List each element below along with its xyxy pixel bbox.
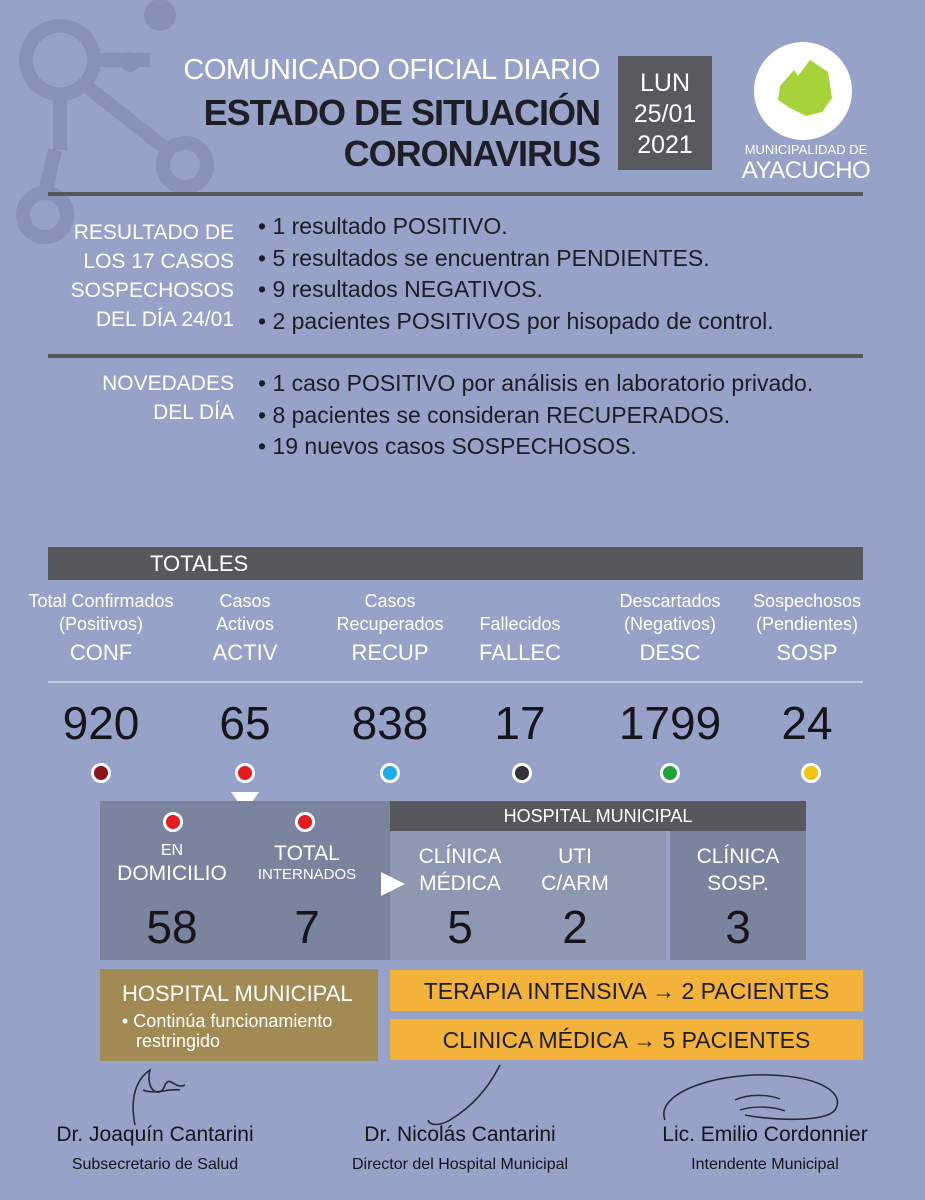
list-item: • 19 nuevos casos SOSPECHOSOS. xyxy=(258,431,878,463)
total-column-recup: Casos Recuperados RECUP xyxy=(336,591,444,665)
status-dot-recup xyxy=(380,763,400,783)
date-day: LUN xyxy=(639,69,690,97)
signature-name-3: Lic. Emilio Cordonnier xyxy=(662,1123,868,1146)
uti-label: UTI C/ARM xyxy=(541,845,609,895)
totals-columns xyxy=(0,590,925,790)
hospital-status-title: HOSPITAL MUNICIPAL xyxy=(122,981,353,1006)
domicilio-label: EN DOMICILIO xyxy=(117,842,227,885)
divider xyxy=(48,354,863,358)
total-column-conf: Total Confirmados (Positivos) CONF xyxy=(28,591,174,665)
results-list xyxy=(258,211,878,337)
list-item: • 5 resultados se encuentran PENDIENTES. xyxy=(258,243,878,275)
status-dot-activ xyxy=(235,763,255,783)
value-conf: 920 xyxy=(62,697,140,749)
map-shape-icon xyxy=(754,42,852,140)
status-dot-conf xyxy=(91,763,111,783)
total-column-fallec: Fallecidos FALLEC xyxy=(479,614,561,665)
news-list xyxy=(258,368,878,463)
signature-role-2: Director del Hospital Municipal xyxy=(351,1156,569,1173)
hospital-status-line1: • Continúa funcionamiento xyxy=(122,1011,333,1031)
right-arrow-icon xyxy=(379,870,407,898)
results-section-label: RESULTADO DE LOS 17 CASOS SOSPECHOSOS DEL DÍA 24/01 xyxy=(70,221,234,331)
clinica-medica-box: CLINICA MÉDICA → 5 PACIENTES xyxy=(390,1019,863,1060)
uti-value: 2 xyxy=(562,901,588,953)
hospital-status-line2: restringido xyxy=(136,1031,221,1051)
list-item: • 8 pacientes se consideran RECUPERADOS. xyxy=(258,400,878,432)
hospital-municipal-header: HOSPITAL MUNICIPAL xyxy=(390,801,806,831)
clinica-medica-value: 5 xyxy=(447,901,473,953)
value-desc: 1799 xyxy=(618,697,722,749)
list-item: • 1 resultado POSITIVO. xyxy=(258,211,878,243)
domicilio-value: 58 xyxy=(146,901,198,953)
header-title-line2: CORONAVIRUS xyxy=(343,133,600,174)
total-column-activ: Casos Activos ACTIV xyxy=(212,591,278,665)
status-dot-fallec xyxy=(512,763,532,783)
signature-role-3: Intendente Municipal xyxy=(691,1156,839,1173)
list-item: • 1 caso POSITIVO por análisis en laboratorio privado. xyxy=(258,368,878,400)
status-dot-internados xyxy=(295,812,315,832)
clinica-sosp-label: CLÍNICA SOSP. xyxy=(696,845,780,895)
status-dot-desc xyxy=(660,763,680,783)
logo-subtitle: MUNICIPALIDAD DE xyxy=(744,142,868,157)
clinica-medica-label: CLÍNICA MÉDICA xyxy=(418,845,502,895)
list-item: • 9 resultados NEGATIVOS. xyxy=(258,274,878,306)
signature-scribble-1 xyxy=(115,1060,195,1130)
value-recup: 838 xyxy=(351,697,429,749)
header-title-line1: ESTADO DE SITUACIÓN xyxy=(203,92,600,133)
total-column-desc: Descartados (Negativos) DESC xyxy=(619,591,721,665)
divider xyxy=(48,192,863,196)
date-year: 2021 xyxy=(637,131,693,159)
status-dot-sosp xyxy=(801,763,821,783)
internados-label: TOTAL INTERNADOS xyxy=(257,842,357,883)
header-subtitle: COMUNICADO OFICIAL DIARIO xyxy=(183,54,600,86)
value-fallec: 17 xyxy=(494,697,546,749)
date-badge xyxy=(618,56,712,170)
hospital-status-box xyxy=(100,969,378,1061)
totals-header: TOTALES xyxy=(48,547,863,580)
list-item: • 2 pacientes POSITIVOS por hisopado de control. xyxy=(258,306,878,338)
value-activ: 65 xyxy=(219,697,271,749)
municipality-logo xyxy=(742,42,872,182)
internados-value: 7 xyxy=(294,901,320,953)
logo-circle xyxy=(754,42,852,140)
signature-name-2: Dr. Nicolás Cantarini xyxy=(364,1123,556,1146)
status-dot-domicilio xyxy=(163,812,183,832)
signature-scribble-2 xyxy=(420,1060,510,1130)
date-daymonth: 25/01 xyxy=(633,100,697,128)
clinica-sosp-value: 3 xyxy=(725,901,751,953)
signature-scribble-3 xyxy=(650,1065,850,1125)
terapia-intensiva-box: TERAPIA INTENSIVA → 2 PACIENTES xyxy=(390,970,863,1011)
logo-name: AYACUCHO xyxy=(741,157,871,184)
total-column-sosp: Sospechosos (Pendientes) SOSP xyxy=(752,591,862,665)
value-sosp: 24 xyxy=(781,697,833,749)
divider xyxy=(48,681,863,683)
news-section-label: NOVEDADES DEL DÍA xyxy=(102,372,234,424)
signature-name-1: Dr. Joaquín Cantarini xyxy=(56,1123,254,1146)
signature-role-1: Subsecretario de Salud xyxy=(71,1156,239,1173)
